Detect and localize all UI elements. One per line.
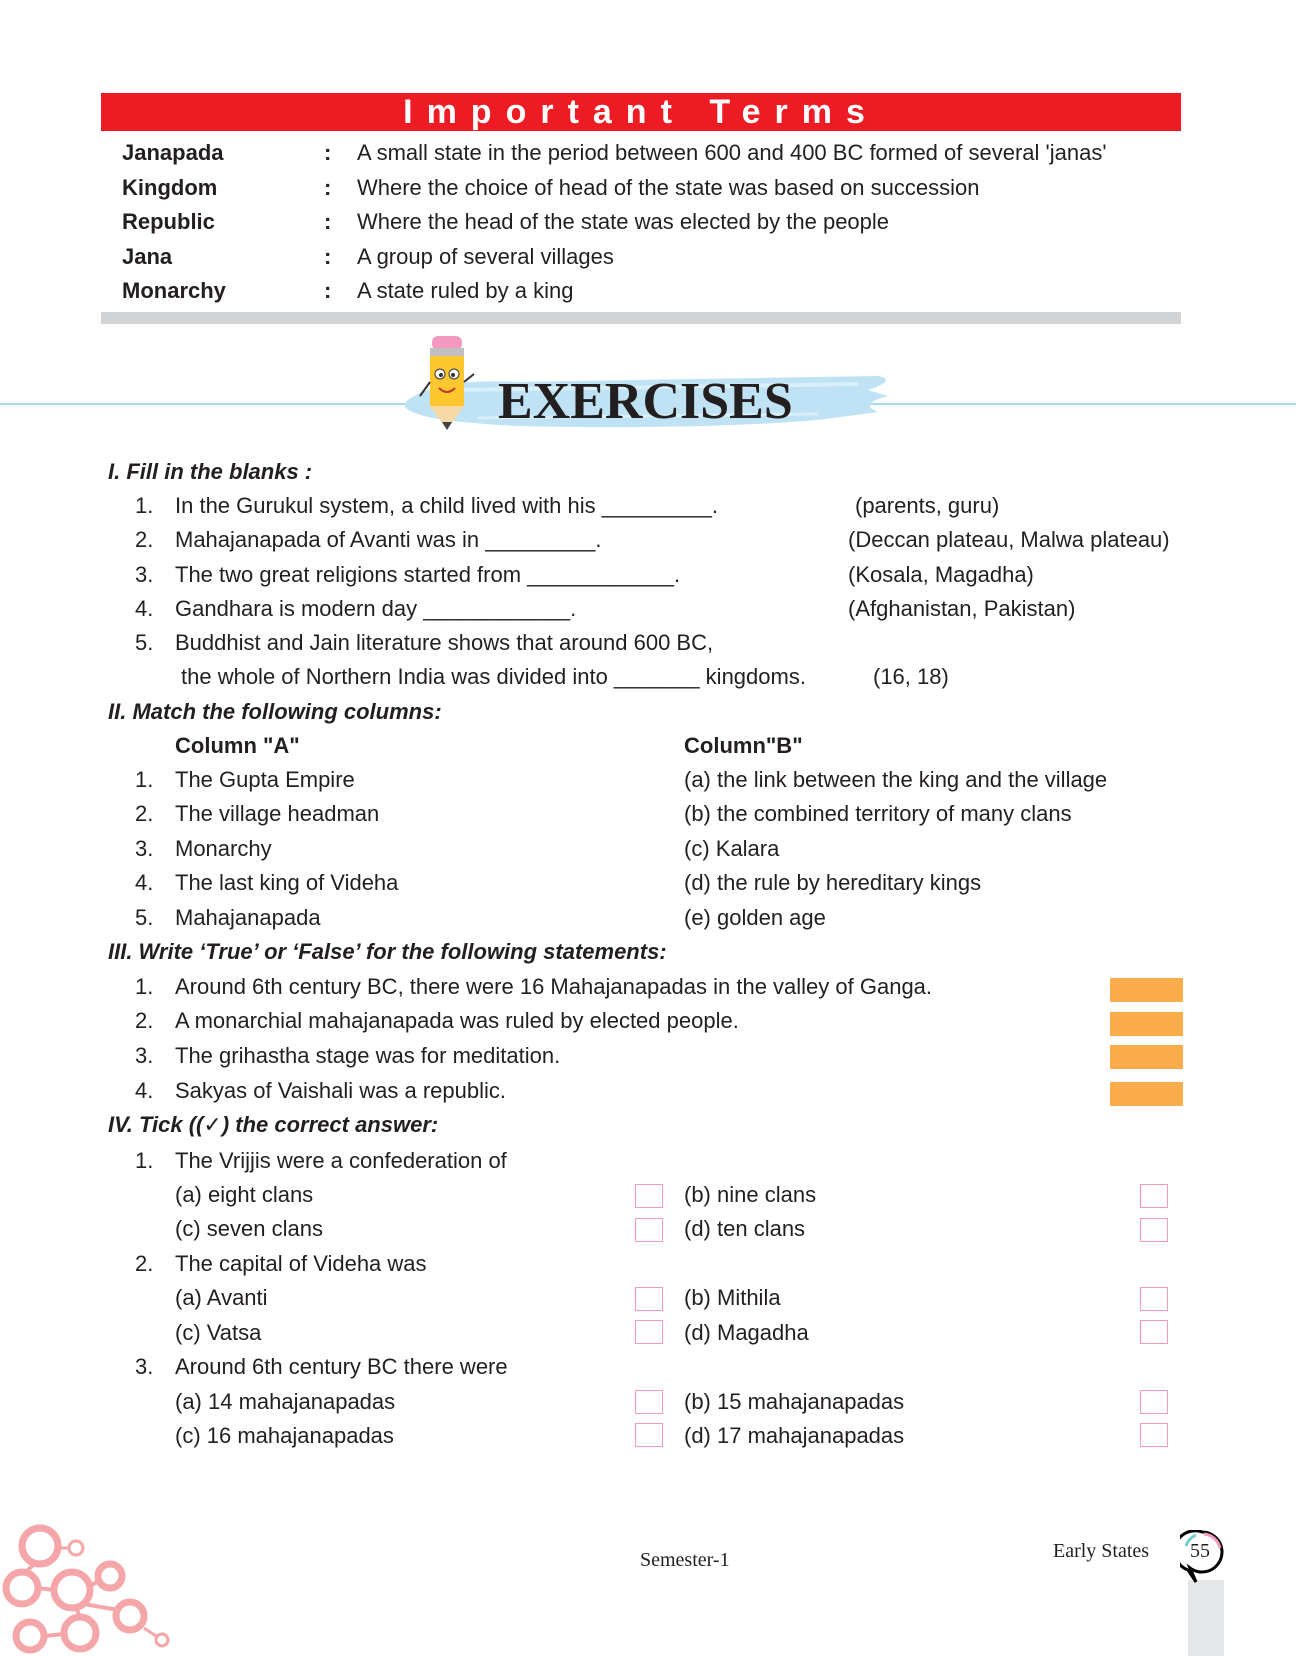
page-side-tab bbox=[1188, 1580, 1224, 1656]
exercises-title: EXERCISES bbox=[498, 373, 793, 430]
item-number: 1. bbox=[135, 974, 154, 999]
term-colon: : bbox=[324, 174, 332, 200]
footer-chapter-name: Early States bbox=[1053, 1540, 1150, 1562]
term-name: Monarchy bbox=[122, 278, 226, 303]
answer-options: (Afghanistan, Pakistan) bbox=[848, 596, 1076, 621]
term-definition: A small state in the period between 600 and 400 BC formed of several 'janas' bbox=[357, 140, 1107, 165]
section-tick-title: IV. Tick ((✓) the correct answer: bbox=[108, 1112, 439, 1137]
section-match-title: II. Match the following columns: bbox=[108, 699, 442, 724]
item-number: 4. bbox=[135, 870, 154, 895]
column-b-item: (a) the link between the king and the village bbox=[684, 767, 1108, 792]
term-definition: Where the choice of head of the state was based on succession bbox=[357, 174, 980, 200]
item-number: 3. bbox=[135, 836, 154, 861]
term-name: Kingdom bbox=[122, 174, 218, 200]
column-b-item: (b) the combined territory of many clans bbox=[684, 801, 1072, 826]
option-b: (b) Mithila bbox=[684, 1285, 781, 1310]
pencil-mascot-icon bbox=[418, 330, 476, 436]
true-false-answer-box[interactable] bbox=[1110, 1045, 1183, 1069]
option-c: (c) 16 mahajanapadas bbox=[175, 1423, 394, 1448]
question-text-line2: the whole of Northern India was divided into _______ kingdoms. bbox=[181, 664, 806, 689]
column-b-item: (c) Kalara bbox=[684, 836, 780, 861]
statement-text: Around 6th century BC, there were 16 Mahajanapadas in the valley of Ganga. bbox=[175, 974, 933, 999]
term-colon: : bbox=[324, 140, 332, 165]
item-number: 5. bbox=[135, 630, 154, 655]
answer-options: (parents, guru) bbox=[855, 493, 1000, 518]
option-a: (a) Avanti bbox=[175, 1285, 268, 1310]
item-number: 2. bbox=[135, 1251, 154, 1276]
item-number: 4. bbox=[135, 1078, 154, 1103]
item-number: 3. bbox=[135, 1354, 154, 1379]
column-b-item: (e) golden age bbox=[684, 905, 826, 930]
item-number: 4. bbox=[135, 596, 154, 621]
true-false-answer-box[interactable] bbox=[1110, 1082, 1183, 1106]
statement-text: The grihastha stage was for meditation. bbox=[175, 1043, 561, 1068]
column-b-item: (d) the rule by hereditary kings bbox=[684, 870, 982, 895]
statement-text: A monarchial mahajanapada was ruled by elected people. bbox=[175, 1008, 739, 1033]
question-text: The two great religions started from ____________. bbox=[175, 562, 681, 587]
answer-options: (Deccan plateau, Malwa plateau) bbox=[848, 527, 1170, 552]
question-text: In the Gurukul system, a child lived with his _________. bbox=[175, 493, 718, 518]
option-a: (a) eight clans bbox=[175, 1182, 314, 1207]
footer-semester: Semester-1 bbox=[640, 1549, 730, 1571]
tick-checkbox-d[interactable] bbox=[1140, 1218, 1168, 1242]
terms-bottom-bar bbox=[101, 312, 1181, 324]
item-number: 2. bbox=[135, 527, 154, 552]
column-a-item: The Gupta Empire bbox=[175, 767, 355, 792]
terms-list bbox=[122, 136, 1182, 309]
item-number: 1. bbox=[135, 1148, 154, 1173]
option-a: (a) 14 mahajanapadas bbox=[175, 1389, 396, 1414]
question-text: Around 6th century BC there were bbox=[175, 1354, 508, 1379]
item-number: 3. bbox=[135, 1043, 154, 1068]
question-text: Mahajanapada of Avanti was in _________. bbox=[175, 527, 602, 552]
column-b-header: Column"B" bbox=[684, 733, 803, 758]
item-number: 2. bbox=[135, 801, 154, 826]
option-d: (d) 17 mahajanapadas bbox=[684, 1423, 905, 1448]
option-c: (c) seven clans bbox=[175, 1216, 323, 1241]
item-number: 3. bbox=[135, 562, 154, 587]
option-d: (d) ten clans bbox=[684, 1216, 806, 1241]
item-number: 5. bbox=[135, 905, 154, 930]
tick-checkbox-b[interactable] bbox=[1140, 1184, 1168, 1208]
option-b: (b) nine clans bbox=[684, 1182, 817, 1207]
term-colon: : bbox=[324, 278, 332, 303]
answer-options: (16, 18) bbox=[873, 664, 949, 689]
tick-checkbox-d[interactable] bbox=[1140, 1320, 1168, 1344]
column-a-item: The village headman bbox=[175, 801, 380, 826]
page-number: 55 bbox=[1190, 1540, 1210, 1562]
option-b: (b) 15 mahajanapadas bbox=[684, 1389, 905, 1414]
question-text: Buddhist and Jain literature shows that around 600 BC, bbox=[175, 630, 714, 655]
option-c: (c) Vatsa bbox=[175, 1320, 262, 1345]
term-colon: : bbox=[324, 243, 332, 269]
term-name: Janapada bbox=[122, 140, 224, 165]
tick-checkbox-a[interactable] bbox=[635, 1184, 663, 1208]
term-row bbox=[122, 205, 1182, 240]
section-fill-blanks-title: I. Fill in the blanks : bbox=[108, 459, 313, 484]
term-name: Republic bbox=[122, 209, 215, 234]
column-a-item: The last king of Videha bbox=[175, 870, 399, 895]
tick-checkbox-b[interactable] bbox=[1140, 1287, 1168, 1311]
term-row bbox=[122, 136, 1182, 171]
item-number: 1. bbox=[135, 493, 154, 518]
term-name: Jana bbox=[122, 243, 173, 269]
section-true-false-title: III. Write ‘True’ or ‘False’ for the following statements: bbox=[108, 939, 667, 964]
column-a-item: Monarchy bbox=[175, 836, 272, 861]
term-row bbox=[122, 240, 1182, 275]
tick-checkbox-a[interactable] bbox=[635, 1390, 663, 1414]
item-number: 1. bbox=[135, 767, 154, 792]
tick-checkbox-a[interactable] bbox=[635, 1287, 663, 1311]
question-text: The capital of Videha was bbox=[175, 1251, 427, 1276]
tick-checkbox-c[interactable] bbox=[635, 1218, 663, 1242]
term-definition: Where the head of the state was elected by the people bbox=[357, 209, 890, 234]
tick-checkbox-c[interactable] bbox=[635, 1423, 663, 1447]
term-row bbox=[122, 274, 1182, 309]
question-text: The Vrijjis were a confederation of bbox=[175, 1148, 507, 1173]
term-definition: A state ruled by a king bbox=[357, 278, 574, 303]
true-false-answer-box[interactable] bbox=[1110, 978, 1183, 1002]
true-false-answer-box[interactable] bbox=[1110, 1012, 1183, 1036]
tick-checkbox-d[interactable] bbox=[1140, 1423, 1168, 1447]
term-row bbox=[122, 171, 1182, 206]
term-definition: A group of several villages bbox=[357, 243, 614, 269]
answer-options: (Kosala, Magadha) bbox=[848, 562, 1034, 587]
molecule-decoration-icon bbox=[0, 1518, 175, 1656]
statement-text: Sakyas of Vaishali was a republic. bbox=[175, 1078, 506, 1103]
term-colon: : bbox=[324, 209, 332, 234]
tick-checkbox-b[interactable] bbox=[1140, 1390, 1168, 1414]
column-a-header: Column "A" bbox=[175, 733, 300, 758]
column-a-item: Mahajanapada bbox=[175, 905, 321, 930]
tick-checkbox-c[interactable] bbox=[635, 1320, 663, 1344]
question-text: Gandhara is modern day ____________. bbox=[175, 596, 577, 621]
item-number: 2. bbox=[135, 1008, 154, 1033]
important-terms-banner: Important Terms bbox=[101, 93, 1181, 131]
option-d: (d) Magadha bbox=[684, 1320, 809, 1345]
